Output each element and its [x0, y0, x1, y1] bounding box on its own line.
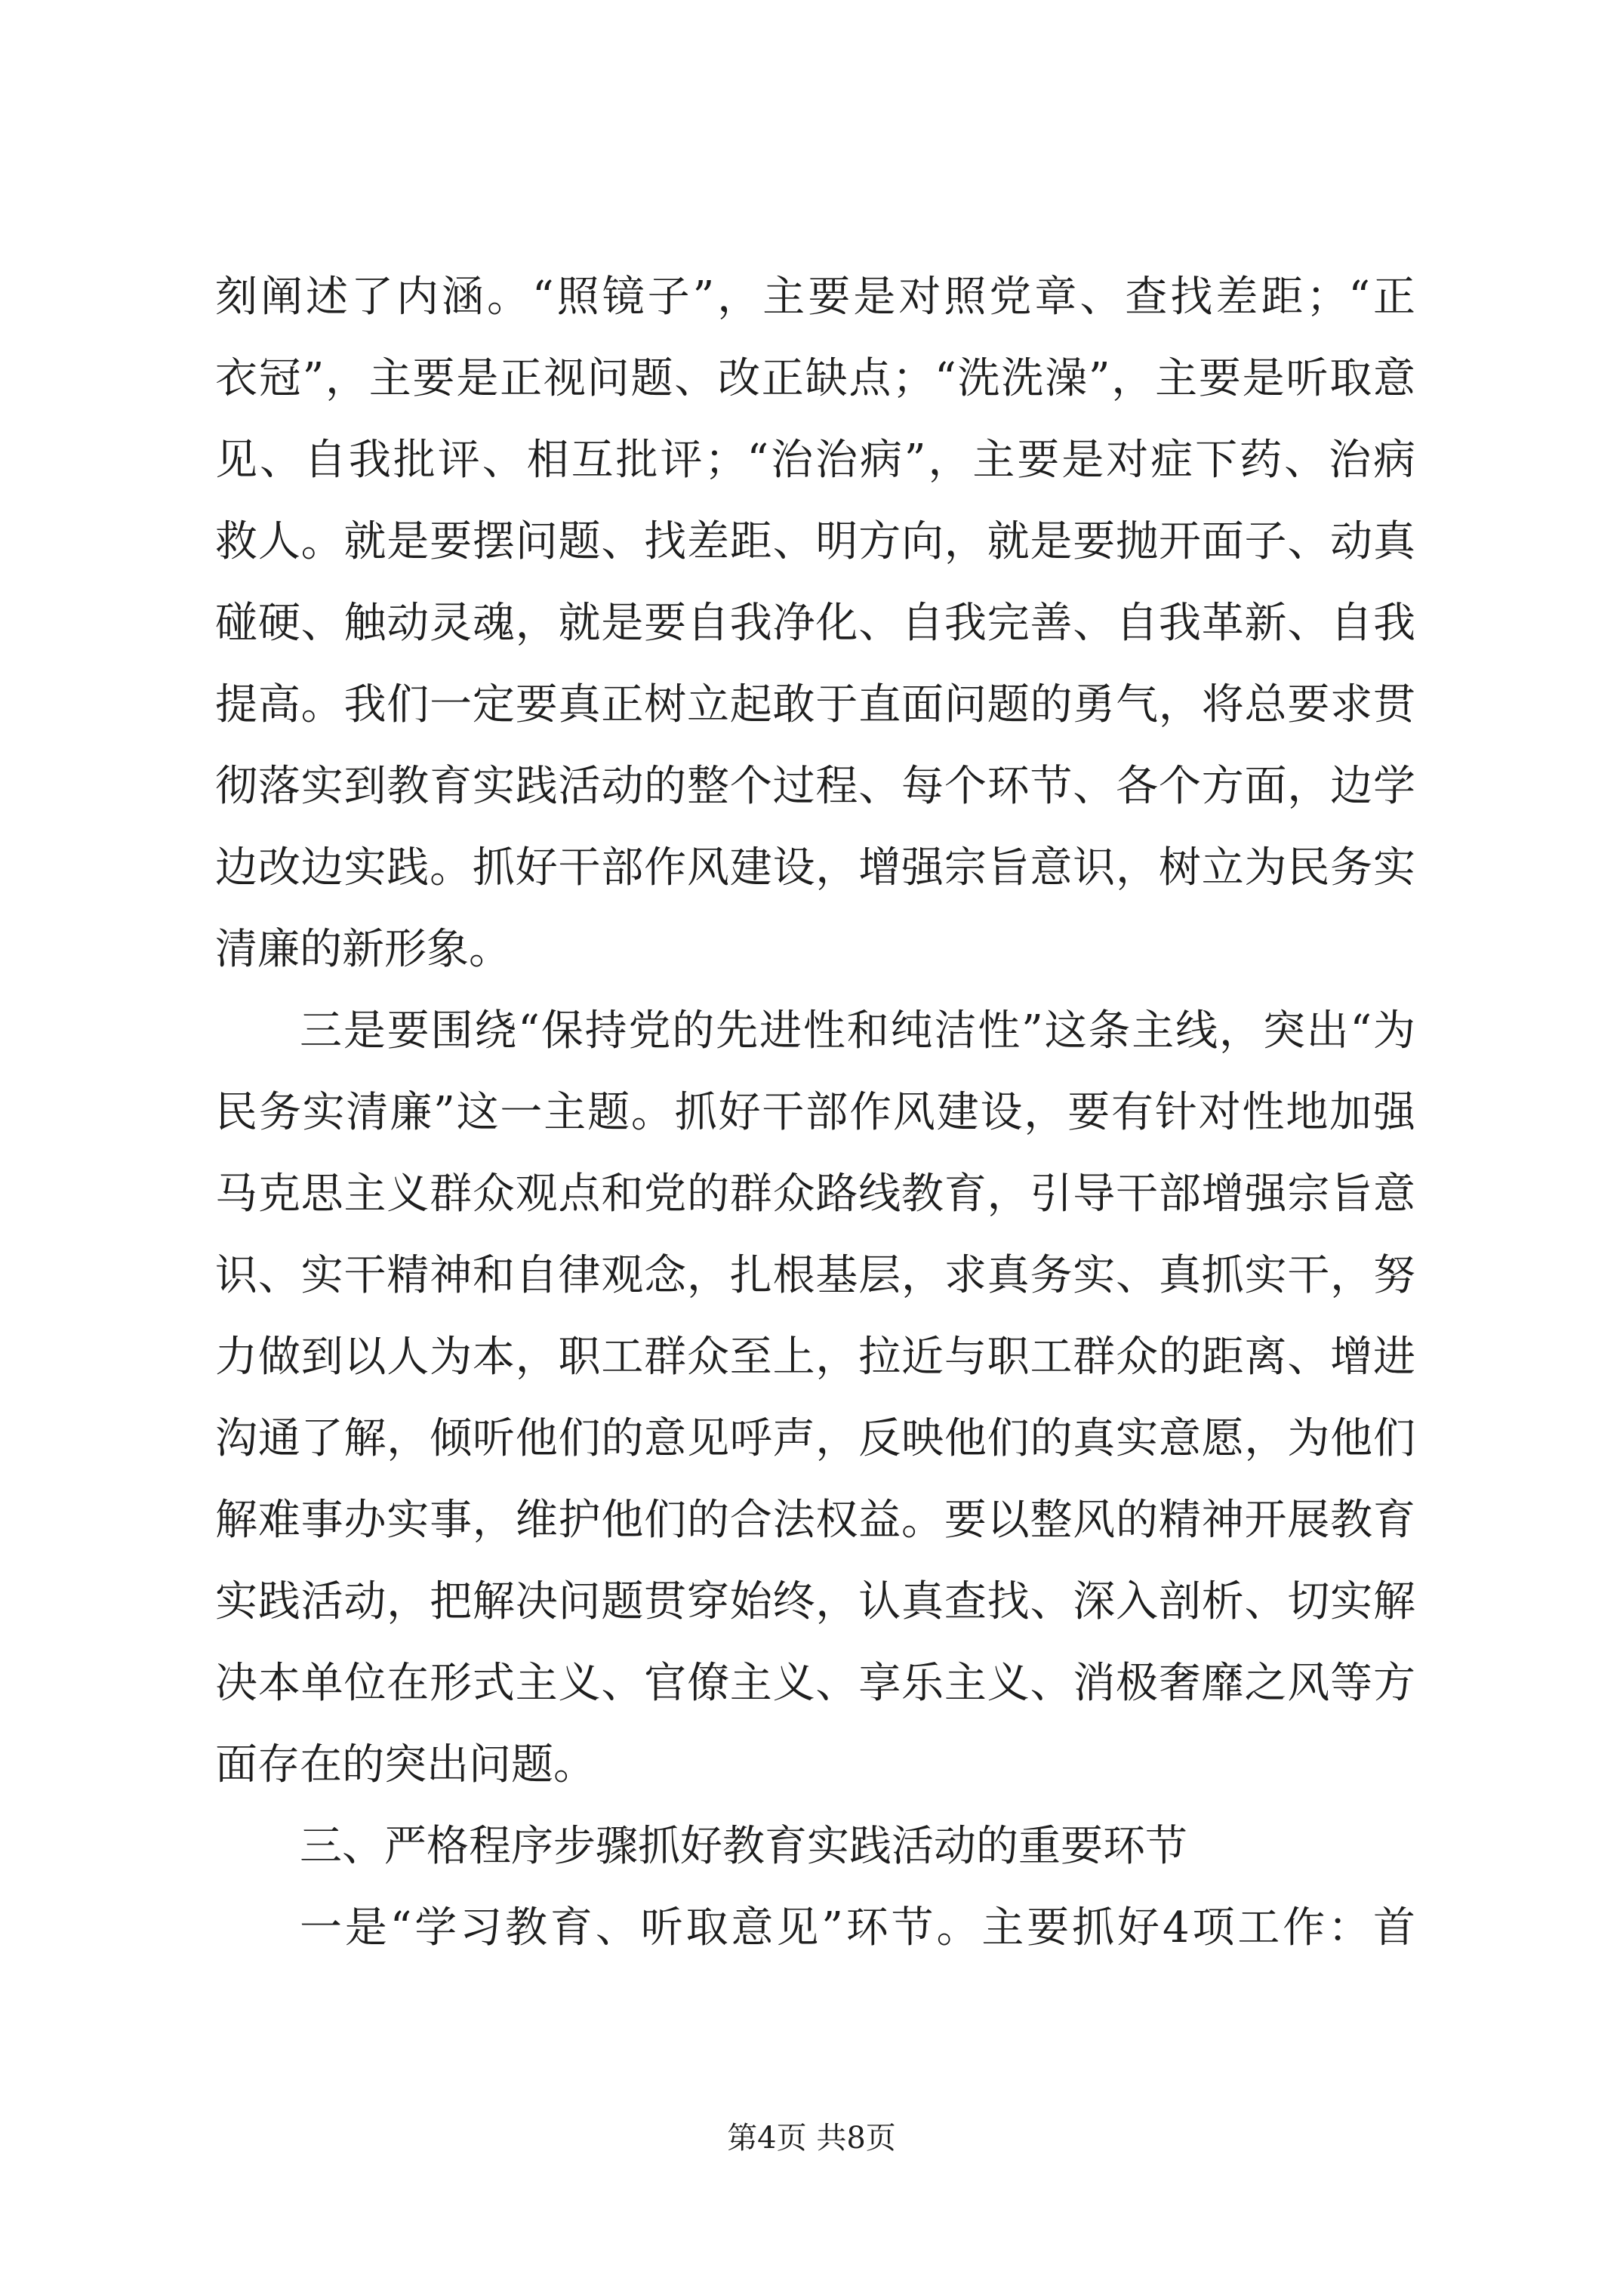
paragraph-start-line: 一是“学习教育、听取意见”环节。主要抓好4项工作：首	[300, 1903, 1415, 1952]
text-line: 沟通了解，倾听他们的意见呼声，反映他们的真实意愿，为他们	[215, 1414, 1415, 1463]
text-line: 民务实清廉”这一主题。抓好干部作风建设，要有针对性地加强	[215, 1088, 1415, 1137]
body-text	[215, 257, 1415, 1969]
text-line: 碰硬、触动灵魂，就是要自我净化、自我完善、自我革新、自我	[215, 599, 1415, 648]
text-line: 力做到以人为本，职工群众至上，拉近与职工群众的距离、增进	[215, 1333, 1415, 1382]
page-footer	[0, 2114, 1623, 2157]
text-line: 决本单位在形式主义、官僚主义、享乐主义、消极奢靡之风等方	[215, 1659, 1415, 1708]
text-line: 提高。我们一定要真正树立起敢于直面问题的勇气，将总要求贯	[215, 680, 1415, 729]
text-line: 见、自我批评、相互批评；“治治病”，主要是对症下药、治病	[215, 436, 1415, 485]
text-line: 识、实干精神和自律观念，扎根基层，求真务实、真抓实干，努	[215, 1251, 1415, 1300]
text-line: 解难事办实事，维护他们的合法权益。要以整风的精神开展教育	[215, 1496, 1415, 1545]
text-line: 救人。就是要摆问题、找差距、明方向，就是要抛开面子、动真	[215, 517, 1415, 566]
text-line: 马克思主义群众观点和党的群众路线教育，引导干部增强宗旨意	[215, 1170, 1415, 1219]
page-number-label: 第4页 共8页	[727, 2121, 896, 2156]
text-line: 衣冠”，主要是正视问题、改正缺点；“洗洗澡”，主要是听取意	[215, 354, 1415, 403]
section-heading: 三、严格程序步骤抓好教育实践活动的重要环节	[300, 1822, 1187, 1871]
text-line: 刻阐述了内涵。“照镜子”，主要是对照党章、查找差距；“正	[215, 273, 1415, 322]
paragraph-start-line: 三是要围绕“保持党的先进性和纯洁性”这条主线，突出“为	[300, 1006, 1415, 1056]
text-line: 彻落实到教育实践活动的整个过程、每个环节、各个方面，边学	[215, 762, 1415, 811]
text-line: 面存在的突出问题。	[215, 1740, 596, 1789]
text-line: 边改边实践。抓好干部作风建设，增强宗旨意识，树立为民务实	[215, 843, 1415, 892]
text-line: 清廉的新形象。	[215, 925, 511, 974]
text-line: 实践活动，把解决问题贯穿始终，认真查找、深入剖析、切实解	[215, 1577, 1415, 1626]
